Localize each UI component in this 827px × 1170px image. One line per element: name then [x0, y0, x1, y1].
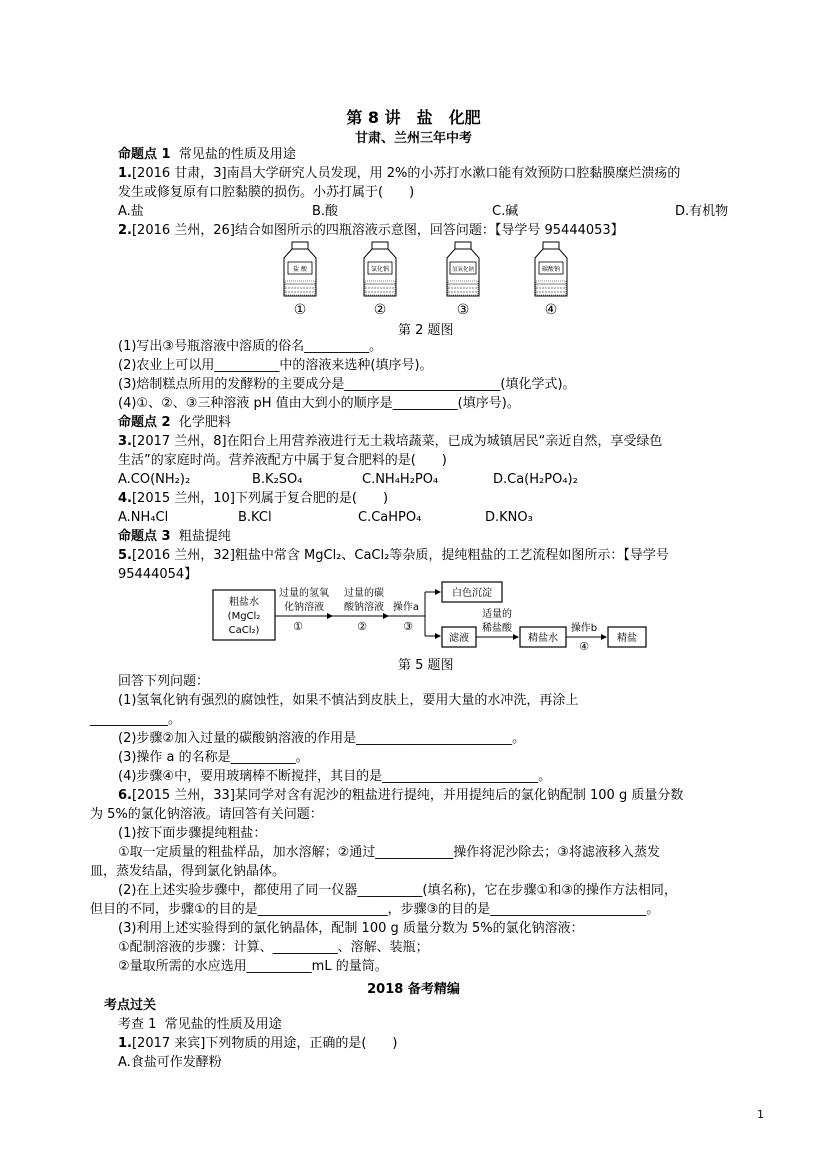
topic-heading-3 [118, 528, 231, 546]
question-3-line2: 生活”的家庭时尚。营养液配方中属于复合肥料的是( ) [118, 453, 447, 468]
q6-line: 皿，蒸发结晶，得到氯化钠晶体。 [90, 864, 286, 879]
q5-part-3: (3)操作 a 的名称是__________。 [118, 750, 309, 765]
bottle-mark: ③ [456, 302, 470, 318]
acid-label: 适量的 [482, 609, 512, 620]
question-7-stem [118, 1035, 398, 1053]
bottles-figure [275, 240, 575, 318]
option-b: B.K₂SO₄ [252, 472, 303, 487]
step1-mark: ① [293, 620, 303, 633]
question-text: [2017 兰州，8]在阳台上用营养液进行无土栽培蔬菜，已成为城镇居民“亲近自然，享受绿色 [131, 434, 663, 449]
bottle-label: 碳酸钠 [541, 266, 561, 273]
q2-part-4: (4)①、②、③三种溶液 pH 值由大到小的顺序是__________(填序号)。 [118, 396, 520, 411]
kaocha-label: 考查 1 [118, 1017, 157, 1032]
bottle-mark: ④ [544, 302, 558, 318]
product-label: 精盐 [617, 633, 637, 644]
question-text: [2016 兰州，32]粗盐中常含 MgCl₂、CaCl₂等杂质，提纯粗盐的工艺流程如图所示：【导学号 [131, 548, 669, 563]
question-text: [2017 来宾]下列物质的用途，正确的是( ) [131, 1036, 398, 1051]
q6-line: (3)利用上述实验得到的氯化钠晶体，配制 100 g 质量分数为 5%的氯化钠溶液： [118, 921, 584, 936]
step1-label: 化钠溶液 [284, 602, 324, 613]
question-6-line1 [118, 787, 683, 805]
figure-caption: 第 5 题图 [398, 658, 454, 673]
q5-intro: 回答下列问题： [118, 674, 210, 689]
option-c: C.碱 [492, 204, 519, 219]
bottle-label: 盐 酸 [293, 266, 307, 273]
section-heading: 2018 备考精编 [367, 982, 460, 997]
option-b: B.KCl [238, 510, 272, 525]
question-text: [2016 兰州，26]结合如图所示的四瓶溶液示意图，回答问题：【导学号 95444053】 [131, 223, 624, 238]
bottle-mark: ① [293, 302, 307, 318]
option-a: A.NH₄Cl [118, 510, 169, 525]
page-number: 1 [757, 1108, 764, 1121]
q2-part-2: (2)农业上可以用__________中的溶液来选种(填序号)。 [118, 358, 433, 373]
question-number: 3. [118, 434, 132, 449]
step2-label: 酸钠溶液 [344, 602, 384, 613]
step3-mark: ③ [403, 620, 413, 633]
step2-mark: ② [357, 620, 367, 633]
process-flow-diagram [210, 580, 670, 652]
question-text: [2016 甘肃，3]南昌大学研究人员发现，用 2%的小苏打水漱口能有效预防口腔黏膜糜烂溃疡的 [131, 166, 681, 181]
q5-part-2: (2)步骤②加入过量的碳酸钠溶液的作用是________________________。 [118, 731, 526, 746]
question-3-line1 [118, 433, 662, 451]
bottle-label: 氢氧化钠 [451, 267, 475, 273]
topic-text: 粗盐提纯 [178, 529, 231, 544]
figure-caption: 第 2 题图 [398, 323, 454, 338]
question-1-line2: 发生或修复原有口腔黏膜的损伤。小苏打属于( ) [118, 185, 415, 200]
q6-line: 但目的不同，步骤①的目的是____________________，步骤③的目的是________________________。 [90, 902, 660, 917]
q6-line: ①配制溶液的步骤：计算、__________、溶解、装瓶； [118, 940, 429, 955]
question-number: 2. [118, 223, 132, 238]
question-number: 1. [118, 1036, 132, 1051]
q2-part-3: (3)焙制糕点所用的发酵粉的主要成分是________________________(填化学式)。 [118, 377, 576, 392]
question-6-line2: 为 5%的氯化钠溶液。请回答有关问题： [90, 807, 323, 822]
step3-label: 操作a [392, 602, 420, 613]
step2-label: 过量的碳 [344, 588, 384, 599]
q5-part-4: (4)步骤④中，要用玻璃棒不断搅拌，其目的是________________________。 [118, 769, 552, 784]
topic-label: 命题点 1 [118, 147, 171, 162]
q6-line: ①取一定质量的粗盐样品，加水溶解；②通过____________操作将泥沙除去；③将滤液移入蒸发 [118, 845, 660, 860]
box-text: 粗盐水 [229, 597, 259, 608]
step4-mark: ④ [579, 640, 589, 652]
box-text: (MgCl₂ [227, 611, 261, 622]
topic-text: 化学肥料 [178, 415, 231, 430]
question-text: [2015 兰州，10]下列属于复合肥的是( ) [131, 491, 389, 506]
bottle-4 [535, 242, 567, 318]
option-d: D.Ca(H₂PO₄)₂ [493, 472, 578, 487]
question-text: [2015 兰州，33]某同学对含有泥沙的粗盐进行提纯，并用提纯后的氯化钠配制 100 g 质量分数 [131, 788, 684, 803]
question-5-line1 [118, 547, 669, 565]
step1-label: 过量的氢氧 [279, 588, 329, 599]
question-4-stem [118, 490, 388, 508]
precipitate-label: 白色沉淀 [452, 588, 492, 599]
topic-label: 命题点 3 [118, 529, 171, 544]
kaocha-text: 常见盐的性质及用途 [164, 1017, 282, 1032]
q6-line: ②量取所需的水应选用__________mL 的量筒。 [118, 959, 388, 974]
section-subtitle: 甘肃、兰州三年中考 [354, 131, 472, 146]
question-number: 5. [118, 548, 132, 563]
kaocha-heading-1 [118, 1016, 282, 1034]
box-text: CaCl₂) [228, 625, 260, 636]
question-number: 6. [118, 788, 132, 803]
q2-part-1: (1)写出③号瓶溶液中溶质的俗名__________。 [118, 339, 383, 354]
topic-text: 常见盐的性质及用途 [178, 147, 296, 162]
bottle-3 [447, 242, 479, 318]
bottle-1 [284, 242, 316, 318]
option-a: A.CO(NH₂)₂ [118, 472, 191, 487]
q5-part-1b: ____________。 [90, 712, 182, 727]
q6-line: (2)在上述实验步骤中，都使用了同一仪器__________(填名称)，它在步骤①和③的操作方法相同， [118, 883, 677, 898]
q6-line: (1)按下面步骤提纯粗盐： [118, 826, 267, 841]
option-b: B.酸 [312, 204, 339, 219]
filtrate-label: 滤液 [449, 633, 469, 644]
topic-heading-1 [118, 146, 296, 164]
acid-label: 稀盐酸 [482, 623, 512, 634]
option-c: C.NH₄H₂PO₄ [362, 472, 439, 487]
kaodian-heading: 考点过关 [104, 998, 157, 1013]
topic-label: 命题点 2 [118, 415, 171, 430]
option-d: D.有机物 [675, 204, 729, 219]
option-a: A.食盐可作发酵粉 [118, 1055, 222, 1070]
question-2-stem [118, 222, 624, 240]
question-1-line1 [118, 165, 680, 183]
option-c: C.CaHPO₄ [358, 510, 422, 525]
question-5-line2: 95444054】 [118, 567, 198, 582]
brine-label: 精盐水 [528, 633, 558, 644]
step4-label: 操作b [570, 623, 598, 634]
option-d: D.KNO₃ [485, 510, 533, 525]
question-number: 4. [118, 491, 132, 506]
topic-heading-2 [118, 414, 231, 432]
bottle-label: 氯化钠 [370, 266, 390, 273]
option-a: A.盐 [118, 204, 144, 219]
bottle-mark: ② [373, 302, 387, 318]
page-title: 第 8 讲 盐 化肥 [346, 108, 481, 127]
bottle-2 [364, 242, 396, 318]
q5-part-1a: (1)氢氧化钠有强烈的腐蚀性，如果不慎沾到皮肤上，要用大量的水冲洗，再涂上 [118, 693, 579, 708]
question-number: 1. [118, 166, 132, 181]
